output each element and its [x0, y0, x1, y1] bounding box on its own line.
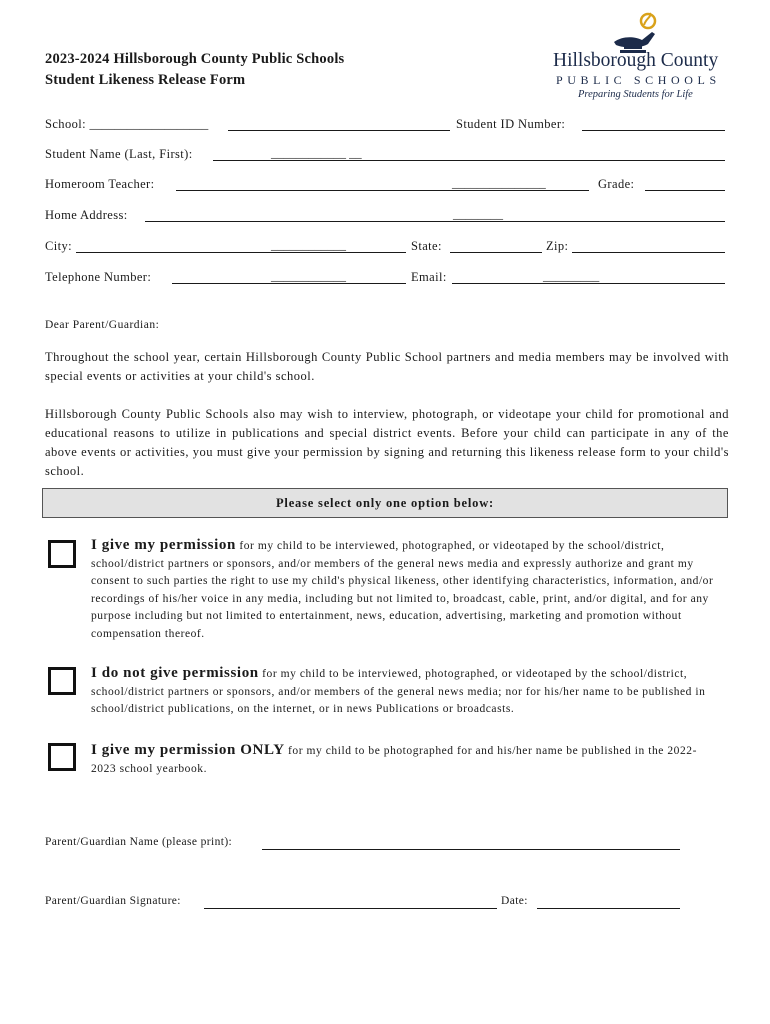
homeroom-label: Homeroom Teacher:	[45, 177, 155, 191]
telephone-underscores: ____________	[271, 269, 346, 283]
letter-paragraph-1: Throughout the school year, certain Hillsborough County Public School partners and media members may be involved with special events or activities at your child's school.	[45, 350, 729, 383]
options-banner: Please select only one option below:	[42, 488, 728, 518]
logo-subtitle: PUBLIC SCHOOLS	[556, 73, 721, 87]
option-deny-permission-text: for my child to be interviewed, photographed, or videotaped by the school/district, school/district partners or sponsors, and/or members of the general news media; nor for his/her name to be published in school/district publications, on the internet, or in news Publications or broadcasts.	[91, 668, 706, 716]
school-label-text: School:	[45, 117, 86, 131]
student-id-label: Student ID Number:	[456, 117, 566, 131]
address-underscores: ________	[453, 207, 503, 221]
telephone-label: Telephone Number:	[45, 270, 152, 284]
address-label: Home Address:	[45, 208, 128, 222]
option-yearbook-only	[91, 742, 717, 778]
grade-label: Grade:	[598, 177, 635, 191]
student-name-field[interactable]	[213, 160, 725, 161]
address-field[interactable]	[145, 221, 725, 222]
option-yearbook-only-text: for my child to be photographed for and his/her name be published in the 2022-2023 school yearbook.	[91, 745, 697, 775]
student-id-field[interactable]	[582, 130, 725, 131]
state-field[interactable]	[450, 252, 542, 253]
guardian-name-label: Parent/Guardian Name (please print):	[45, 836, 233, 848]
option-deny-permission	[91, 665, 727, 719]
salutation: Dear Parent/Guardian:	[45, 319, 160, 331]
lamp-of-learning-icon	[608, 12, 668, 54]
state-label: State:	[411, 239, 442, 253]
guardian-signature-field[interactable]	[204, 908, 497, 909]
homeroom-underscores: _______________	[452, 176, 546, 190]
zip-field[interactable]	[572, 252, 725, 253]
email-field[interactable]	[452, 283, 725, 284]
option-give-permission-lead: I give my permission	[91, 537, 236, 553]
option-give-permission-checkbox[interactable]	[48, 540, 76, 568]
city-label: City:	[45, 239, 73, 253]
date-label: Date:	[501, 895, 528, 907]
grade-field[interactable]	[645, 190, 725, 191]
school-label	[45, 117, 208, 132]
form-title-line2: Student Likeness Release Form	[45, 72, 246, 88]
city-field[interactable]	[76, 252, 406, 253]
telephone-field[interactable]	[172, 283, 406, 284]
date-field[interactable]	[537, 908, 680, 909]
student-name-label: Student Name (Last, First):	[45, 147, 193, 161]
email-label: Email:	[411, 270, 447, 284]
logo-name: Hillsborough County	[553, 50, 719, 71]
logo-tagline: Preparing Students for Life	[578, 89, 693, 100]
city-underscores: ____________	[271, 238, 346, 252]
letter-paragraph-2: Hillsborough County Public Schools also may wish to interview, photograph, or videotape your child for promotional and educational reasons to utilize in publications and special district events. Before your child can participate in any of the above events or activities, you must give your permission by signing and returning this likeness release form to your child's school.	[45, 407, 729, 478]
zip-label: Zip:	[546, 239, 569, 253]
school-field[interactable]	[228, 130, 450, 131]
school-underscores: ___________________	[89, 117, 209, 131]
homeroom-field[interactable]	[176, 190, 589, 191]
form-title-line1: 2023-2024 Hillsborough County Public Schools	[45, 51, 345, 67]
email-underscores: _________	[543, 269, 600, 283]
student-name-underscores: ____________ __	[271, 146, 362, 160]
option-yearbook-only-lead: I give my permission ONLY	[91, 742, 285, 758]
guardian-signature-label: Parent/Guardian Signature:	[45, 895, 181, 907]
option-give-permission	[91, 537, 715, 644]
option-deny-permission-lead: I do not give permission	[91, 665, 259, 681]
option-yearbook-only-checkbox[interactable]	[48, 743, 76, 771]
option-give-permission-text: for my child to be interviewed, photographed, or videotaped by the school/district, school/district partners or sponsors, and/or members of the general news media and expressly authorize and grant my consent to such parties the right to use my child's physical likeness, other identifying characteristics, information, and/or recordings of his/her voice in any media, including but not limited to, broadcast, cable, print, and/or digital, and for any purpose including but not limited to entertainment, news, education, advertising, marketing and promotion without compensation thereof.	[91, 540, 714, 640]
option-deny-permission-checkbox[interactable]	[48, 667, 76, 695]
district-logo	[548, 12, 728, 102]
guardian-name-field[interactable]	[262, 849, 680, 850]
